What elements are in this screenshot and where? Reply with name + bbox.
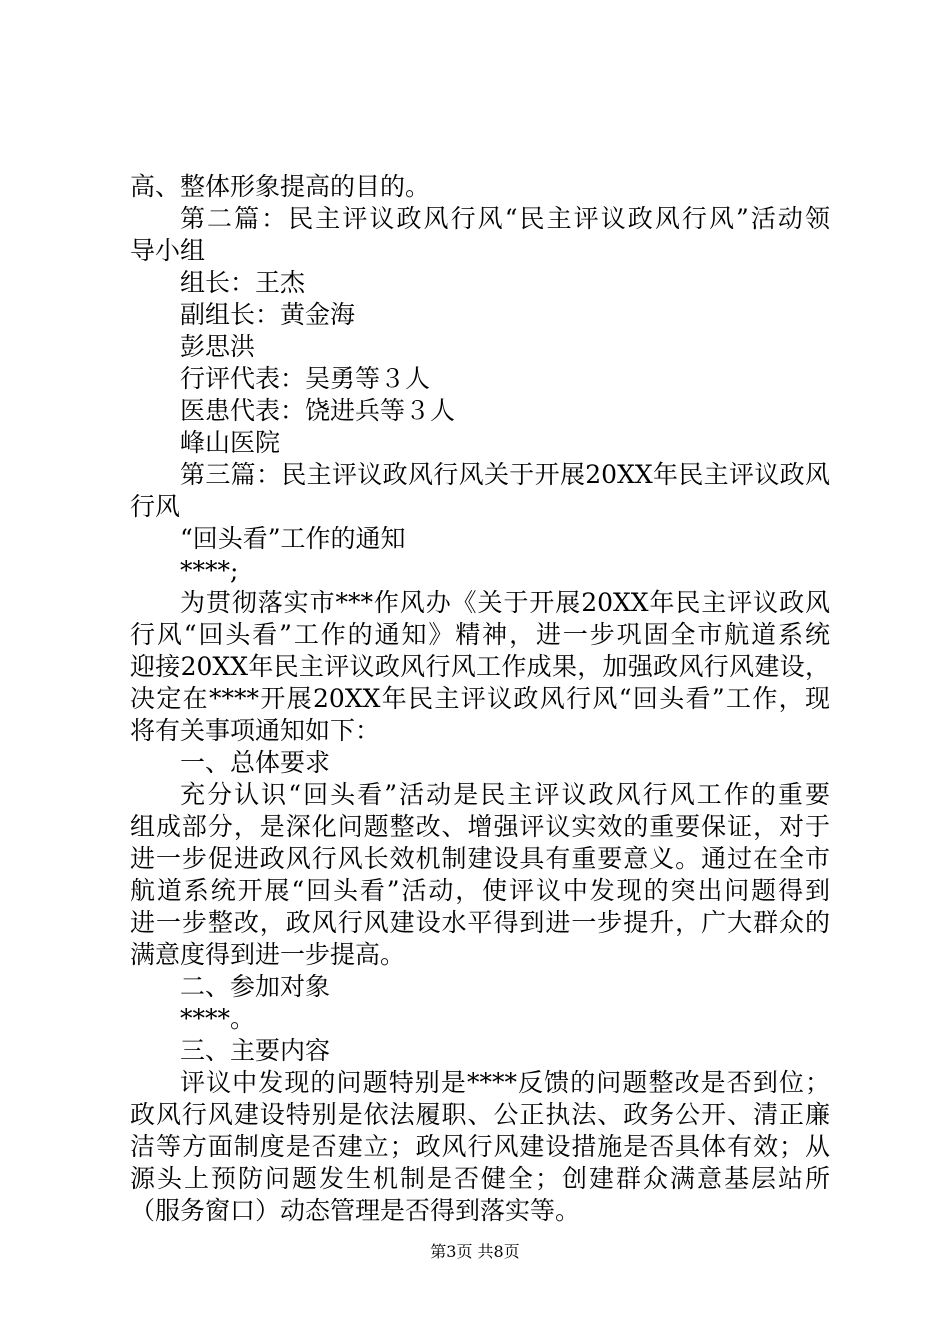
text-line: 峰山医院 bbox=[180, 428, 281, 457]
text-line: 二、参加对象 bbox=[180, 972, 331, 1001]
text-line: 组成部分，是深化问题整改、增强评议实效的重要保证，对于 bbox=[130, 812, 830, 841]
text-line: 一、总体要求 bbox=[180, 748, 331, 777]
text-line: ****。 bbox=[180, 1004, 256, 1033]
text-line: 行风 bbox=[130, 492, 181, 521]
text-line: 三、主要内容 bbox=[180, 1036, 331, 1065]
document-body bbox=[130, 171, 830, 1227]
text-line: 充分认识“回头看”活动是民主评议政风行风工作的重要 bbox=[180, 780, 830, 809]
text-line: 医患代表：饶进兵等３人 bbox=[180, 396, 456, 425]
text-line: 行评代表：吴勇等３人 bbox=[180, 364, 431, 393]
text-line: 政风行风建设特别是依法履职、公正执法、政务公开、清正廉 bbox=[130, 1100, 830, 1129]
text-line: 迎接20XX年民主评议政风行风工作成果，加强政风行风建设， bbox=[130, 652, 830, 681]
text-line: 副组长：黄金海 bbox=[180, 300, 356, 329]
text-line: 第三篇：民主评议政风行风关于开展20XX年民主评议政风 bbox=[180, 460, 830, 489]
text-line: 进一步整改，政风行风建设水平得到进一步提升，广大群众的 bbox=[130, 908, 830, 937]
text-line: 组长：王杰 bbox=[180, 268, 306, 297]
text-line: 将有关事项通知如下： bbox=[130, 716, 381, 745]
text-line: “回头看”工作的通知 bbox=[180, 524, 406, 553]
text-line: 导小组 bbox=[130, 236, 206, 265]
text-line: 航道系统开展“回头看”活动，使评议中发现的突出问题得到 bbox=[130, 876, 830, 905]
text-line: 满意度得到进一步提高。 bbox=[130, 940, 406, 969]
text-line: 评议中发现的问题特别是****反馈的问题整改是否到位； bbox=[180, 1068, 830, 1097]
page-footer bbox=[0, 1241, 950, 1263]
text-line: （服务窗口）动态管理是否得到落实等。 bbox=[130, 1196, 581, 1225]
text-line: ****; bbox=[180, 556, 239, 585]
page-number-label: 第3页 共8页 bbox=[430, 1242, 520, 1261]
text-line: 行风“回头看”工作的通知》精神，进一步巩固全市航道系统 bbox=[130, 620, 830, 649]
text-line: 洁等方面制度是否建立；政风行风建设措施是否具体有效；从 bbox=[130, 1132, 830, 1161]
text-line: 为贯彻落实市***作风办《关于开展20XX年民主评议政风 bbox=[180, 588, 830, 617]
text-line: 源头上预防问题发生机制是否健全；创建群众满意基层站所 bbox=[130, 1164, 830, 1193]
text-line: 彭思洪 bbox=[180, 332, 256, 361]
text-line: 第二篇：民主评议政风行风“民主评议政风行风”活动领 bbox=[180, 204, 830, 233]
text-line: 高、整体形象提高的目的。 bbox=[130, 172, 431, 201]
text-line: 进一步促进政风行风长效机制建设具有重要意义。通过在全市 bbox=[130, 844, 830, 873]
text-line: 决定在****开展20XX年民主评议政风行风“回头看”工作，现 bbox=[130, 684, 830, 713]
